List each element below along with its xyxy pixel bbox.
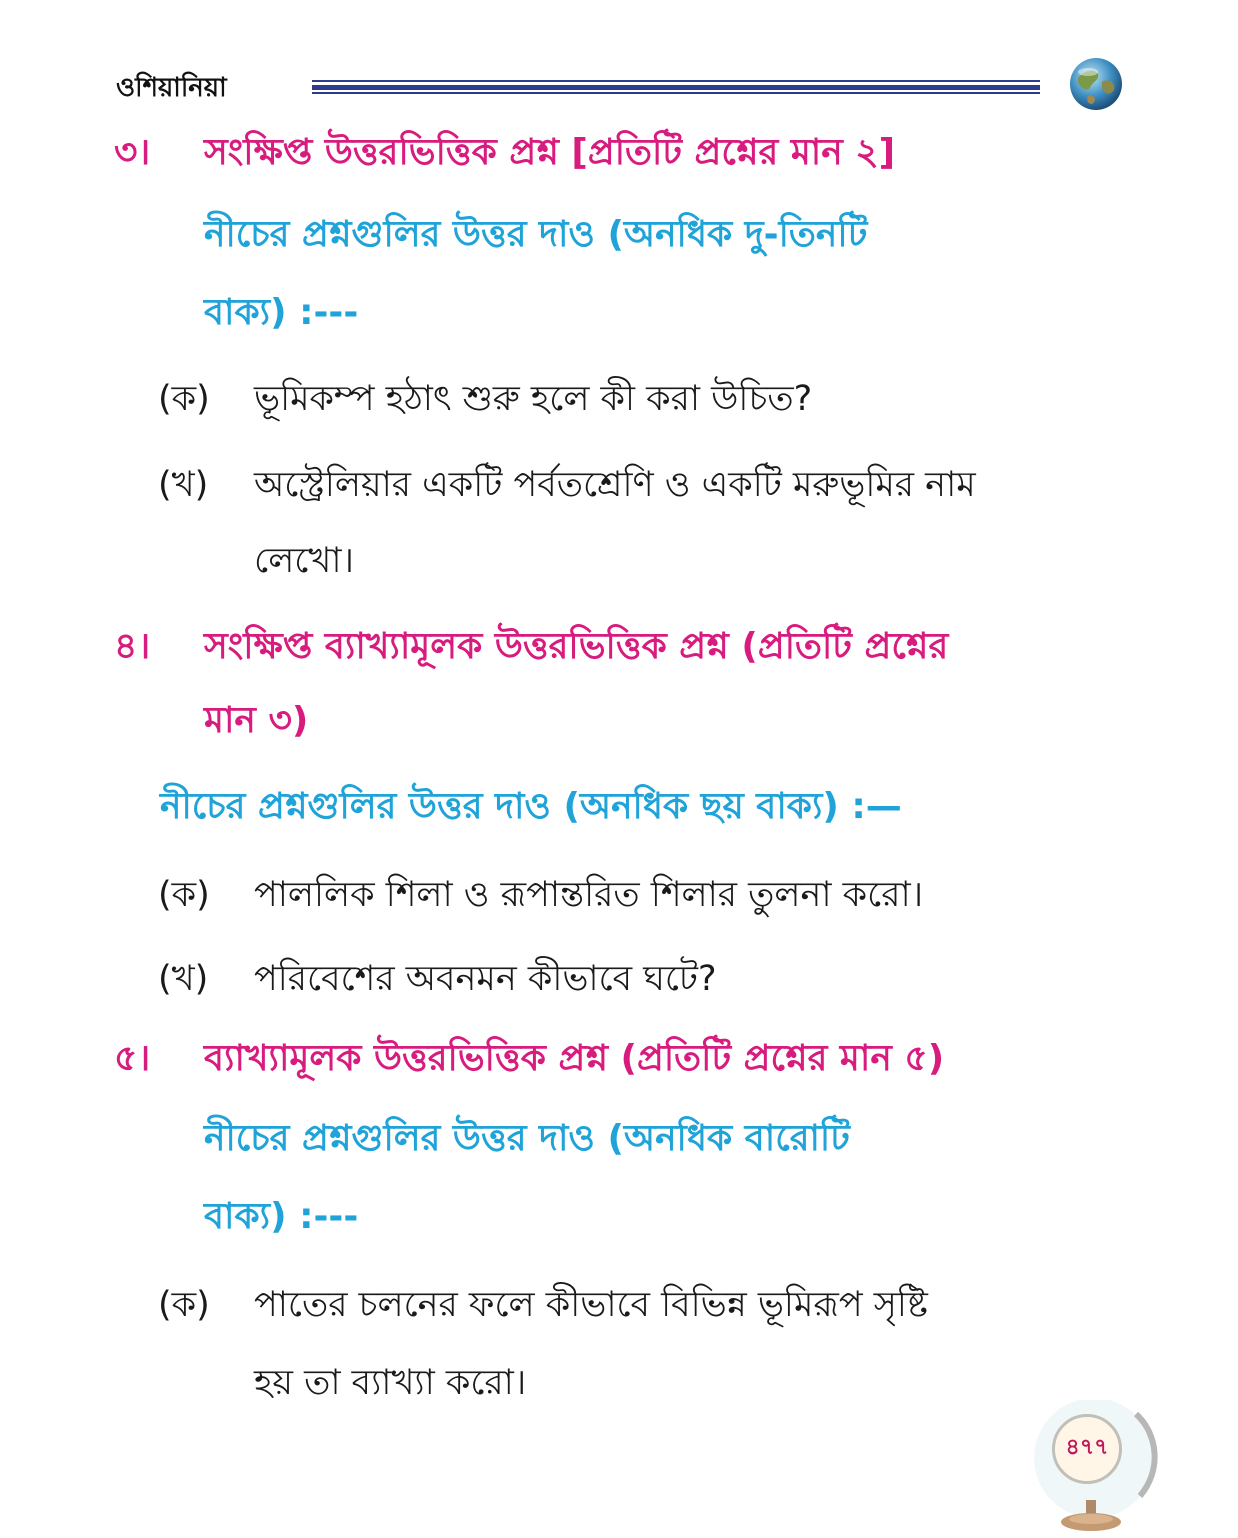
- question-text-continued: হয় তা ব্যাখ্যা করো।: [254, 1363, 527, 1403]
- chapter-title: ওশিয়ানিয়া: [116, 73, 227, 103]
- section-4-title-line1: সংক্ষিপ্ত ব্যাখ্যামূলক উত্তরভিত্তিক প্রশ্ন (প্রতিটি প্রশ্নের: [204, 626, 949, 667]
- section-3-number: ৩।: [114, 132, 151, 173]
- question-text: অস্ট্রেলিয়ার একটি পর্বতশ্রেণি ও একটি মরুভূমির নাম: [254, 465, 976, 505]
- section-4-title-line2: মান ৩): [204, 700, 309, 741]
- section-3-instruction-line2: বাক্য) :---: [204, 292, 359, 333]
- question-text: পাললিক শিলা ও রূপান্তরিত শিলার তুলনা করো।: [254, 875, 924, 915]
- section-5-instruction-line1: নীচের প্রশ্নগুলির উত্তর দাও (অনধিক বারোটি: [204, 1118, 850, 1159]
- section-3-title: সংক্ষিপ্ত উত্তরভিত্তিক প্রশ্ন [প্রতিটি প্রশ্নের মান ২]: [204, 132, 896, 173]
- question-label: (ক): [158, 379, 210, 419]
- section-3-instruction-line1: নীচের প্রশ্নগুলির উত্তর দাও (অনধিক দু-তিনটি: [204, 214, 868, 255]
- question-label: (খ): [158, 465, 209, 505]
- section-4-number: ৪।: [114, 626, 151, 667]
- question-text: পরিবেশের অবনমন কীভাবে ঘটে?: [254, 959, 717, 999]
- section-4-instruction: নীচের প্রশ্নগুলির উত্তর দাও (অনধিক ছয় বাক্য) :—: [160, 786, 902, 827]
- section-5-instruction-line2: বাক্য) :---: [204, 1196, 359, 1237]
- section-5-title: ব্যাখ্যামূলক উত্তরভিত্তিক প্রশ্ন (প্রতিটি প্রশ্নের মান ৫): [204, 1038, 945, 1079]
- question-label: (ক): [158, 875, 210, 915]
- header-rule: [312, 80, 1040, 94]
- question-text: পাতের চলনের ফলে কীভাবে বিভিন্ন ভূমিরূপ সৃষ্টি: [254, 1285, 928, 1325]
- page-number: ৪৭৭: [1065, 1435, 1109, 1460]
- question-label: (খ): [158, 959, 209, 999]
- question-text-continued: লেখো।: [254, 541, 354, 581]
- question-label: (ক): [158, 1285, 210, 1325]
- section-5-number: ৫।: [114, 1038, 151, 1079]
- question-text: ভূমিকম্প হঠাৎ শুরু হলে কী করা উচিত?: [254, 379, 813, 419]
- globe-icon: [1064, 52, 1128, 116]
